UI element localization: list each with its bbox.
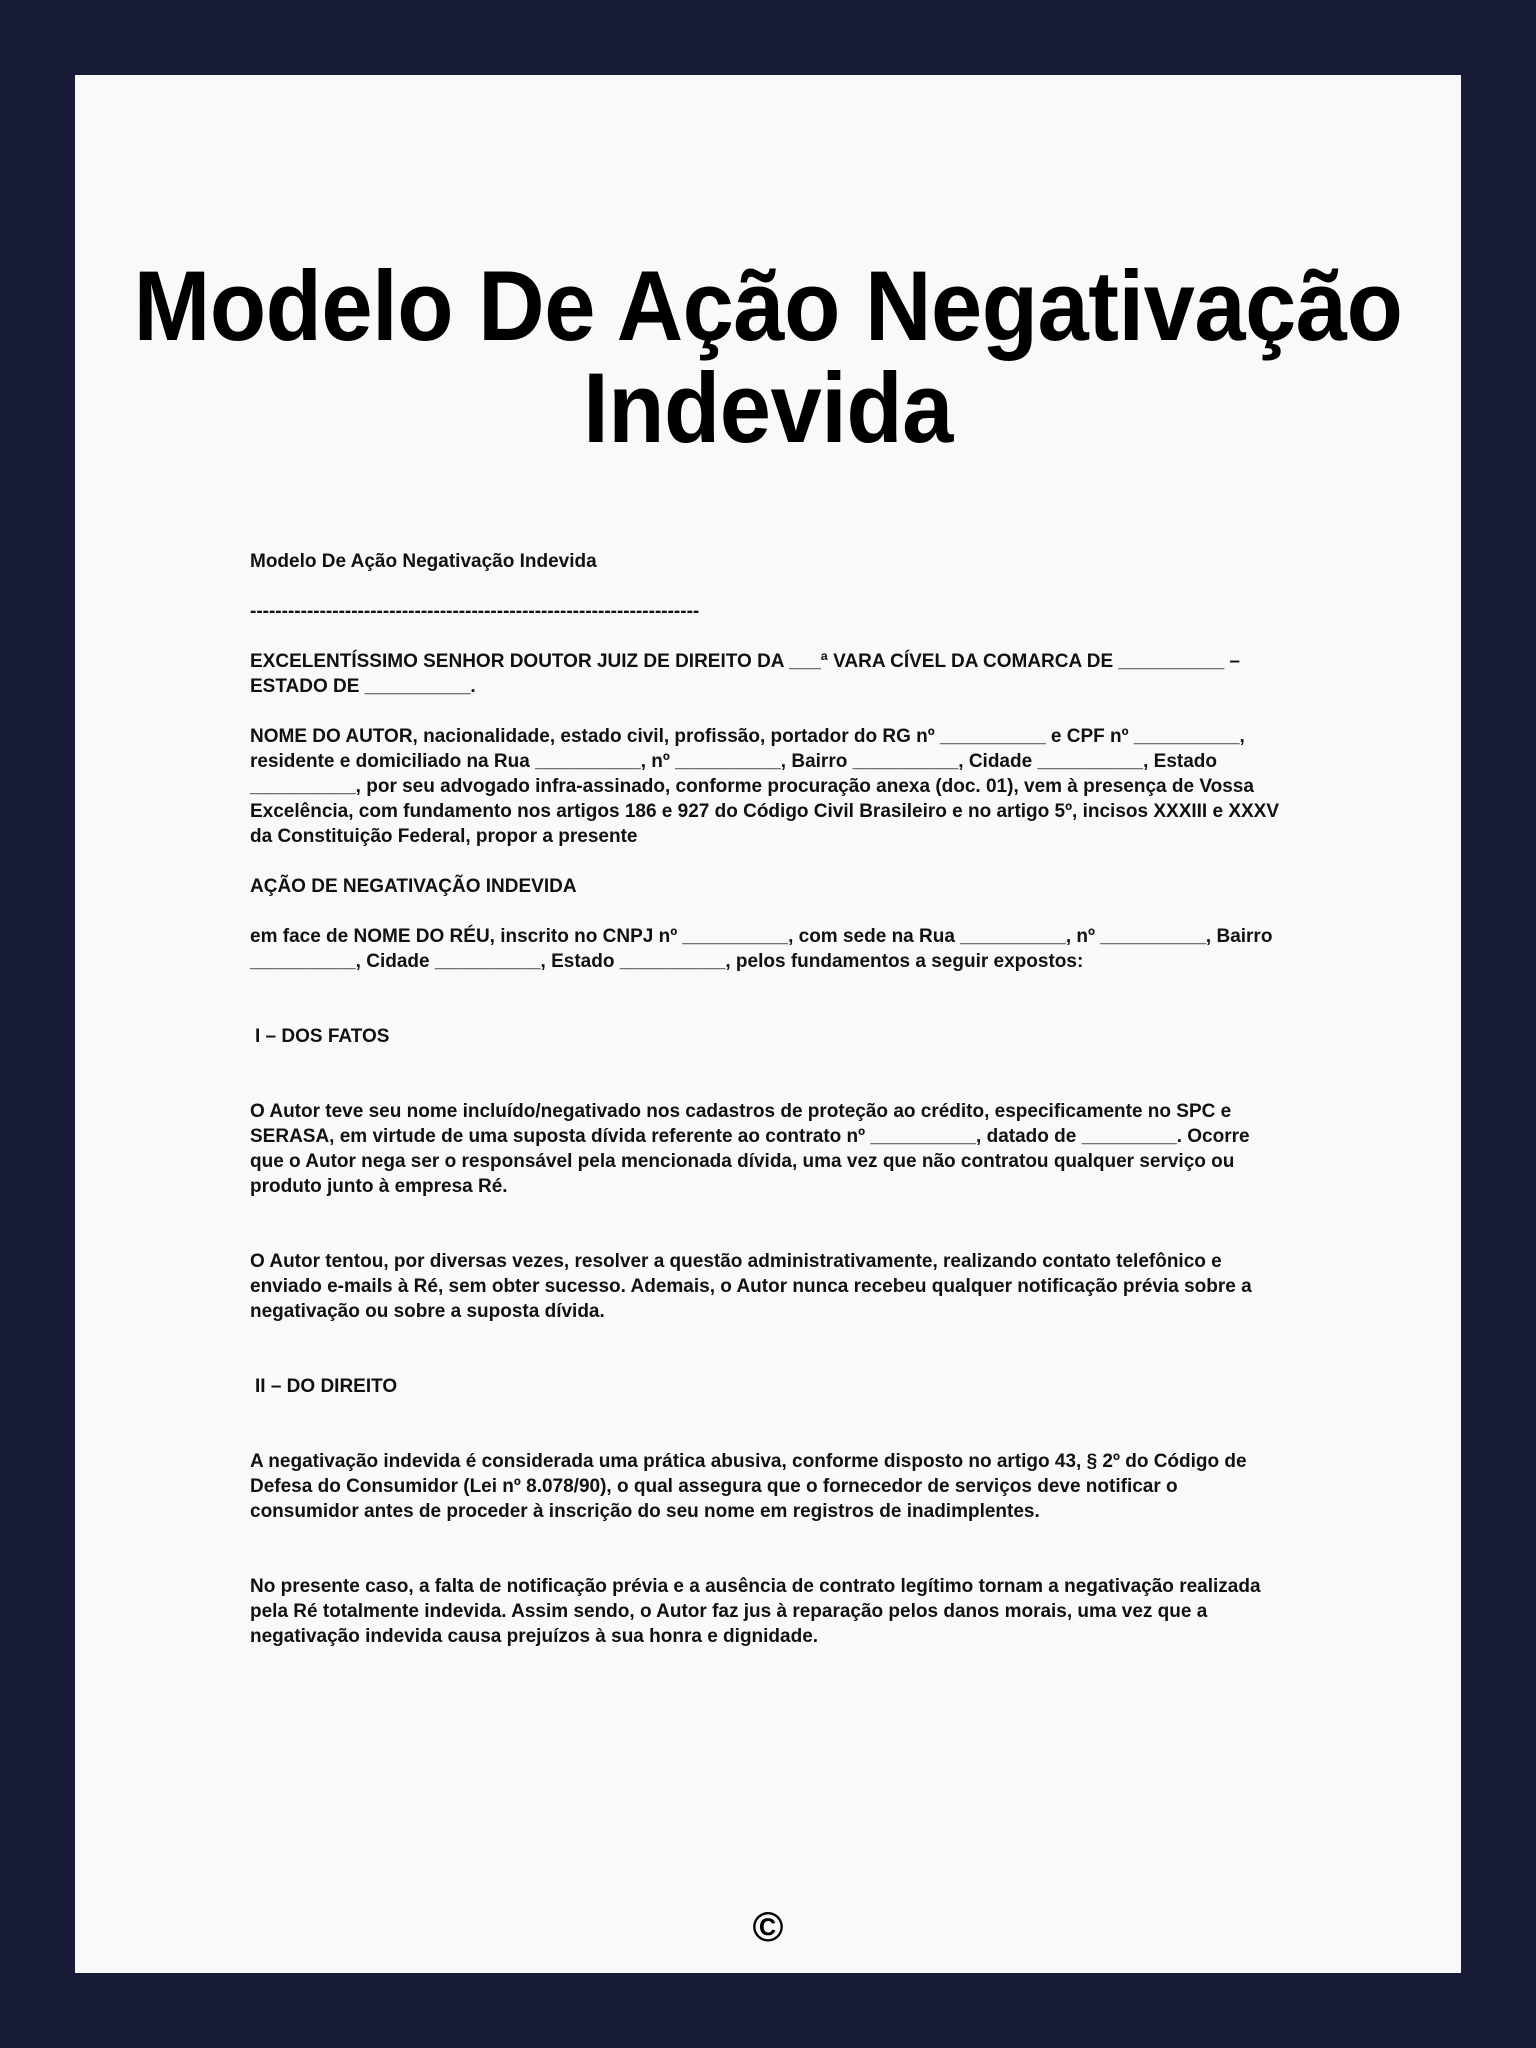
- addressee-paragraph: EXCELENTÍSSIMO SENHOR DOUTOR JUIZ DE DIREITO DA ___ª VARA CÍVEL DA COMARCA DE __________ – ESTADO DE __________.: [250, 651, 1246, 697]
- defendant-paragraph: em face de NOME DO RÉU, inscrito no CNPJ nº __________, com sede na Rua __________, nº __________, Bairro __________, Cidade __________, Estado __________, pelos fundamentos a seguir expostos:: [250, 926, 1278, 972]
- document-body: [250, 549, 1285, 1674]
- separator-line: -----------------------------------------------------------------------: [250, 601, 700, 622]
- page-title: Modelo De Ação Negativação Indevida: [133, 250, 1403, 463]
- qualification-paragraph: NOME DO AUTOR, nacionalidade, estado civil, profissão, portador do RG nº __________ e CPF nº __________, residente e domiciliado na Rua __________, nº __________, Bairro __________, Cidade __________, Estado __________, por seu advogado infra-assinado, conforme procuração anexa (doc. 01), vem à presença de Vossa Excelência, com fundamento nos artigos 186 e 927 do Código Civil Brasileiro e no artigo 5º, incisos XXXIII e XXXV da Constituição Federal, propor a presente: [250, 726, 1285, 847]
- spacer: [250, 1349, 1280, 1374]
- spacer: [250, 1074, 1280, 1099]
- action-title: AÇÃO DE NEGATIVAÇÃO INDEVIDA: [250, 876, 577, 897]
- facts-paragraph-2: O Autor tentou, por diversas vezes, resolver a questão administrativamente, realizando contato telefônico e enviado e-mails à Ré, sem obter sucesso. Ademais, o Autor nunca recebeu qualquer notificação prévia sobre a negativação ou sobre a suposta dívida.: [250, 1251, 1257, 1322]
- facts-paragraph-1: O Autor teve seu nome incluído/negativado nos cadastros de proteção ao crédito, especificamente no SPC e SERASA, em virtude de uma suposta dívida referente ao contrato nº __________, datado de _________. Ocorre que o Autor nega ser o responsável pela mencionada dívida, uma vez que não contratou qualquer serviço ou produto junto à empresa Ré.: [250, 1101, 1255, 1197]
- spacer: [250, 1549, 1280, 1574]
- section-heading-law: II – DO DIREITO: [255, 1376, 398, 1397]
- document-page: [75, 75, 1461, 1973]
- section-heading-facts: I – DOS FATOS: [255, 1026, 390, 1047]
- spacer: [250, 1424, 1280, 1449]
- law-paragraph-2: No presente caso, a falta de notificação prévia e a ausência de contrato legítimo tornam a negativação realizada pela Ré totalmente indevida. Assim sendo, o Autor faz jus à reparação pelos danos morais, uma vez que a negativação indevida causa prejuízos à sua honra e dignidade.: [250, 1576, 1266, 1647]
- document-subtitle: Modelo De Ação Negativação Indevida: [250, 551, 597, 572]
- law-paragraph-1: A negativação indevida é considerada uma prática abusiva, conforme disposto no artigo 43, § 2º do Código de Defesa do Consumidor (Lei nº 8.078/90), o qual assegura que o fornecedor de serviços deve notificar o consumidor antes de proceder à inscrição do seu nome em registros de inadimplentes.: [250, 1451, 1252, 1522]
- copyright-icon: ©: [752, 1903, 784, 1950]
- spacer: [250, 999, 1280, 1024]
- spacer: [250, 1224, 1280, 1249]
